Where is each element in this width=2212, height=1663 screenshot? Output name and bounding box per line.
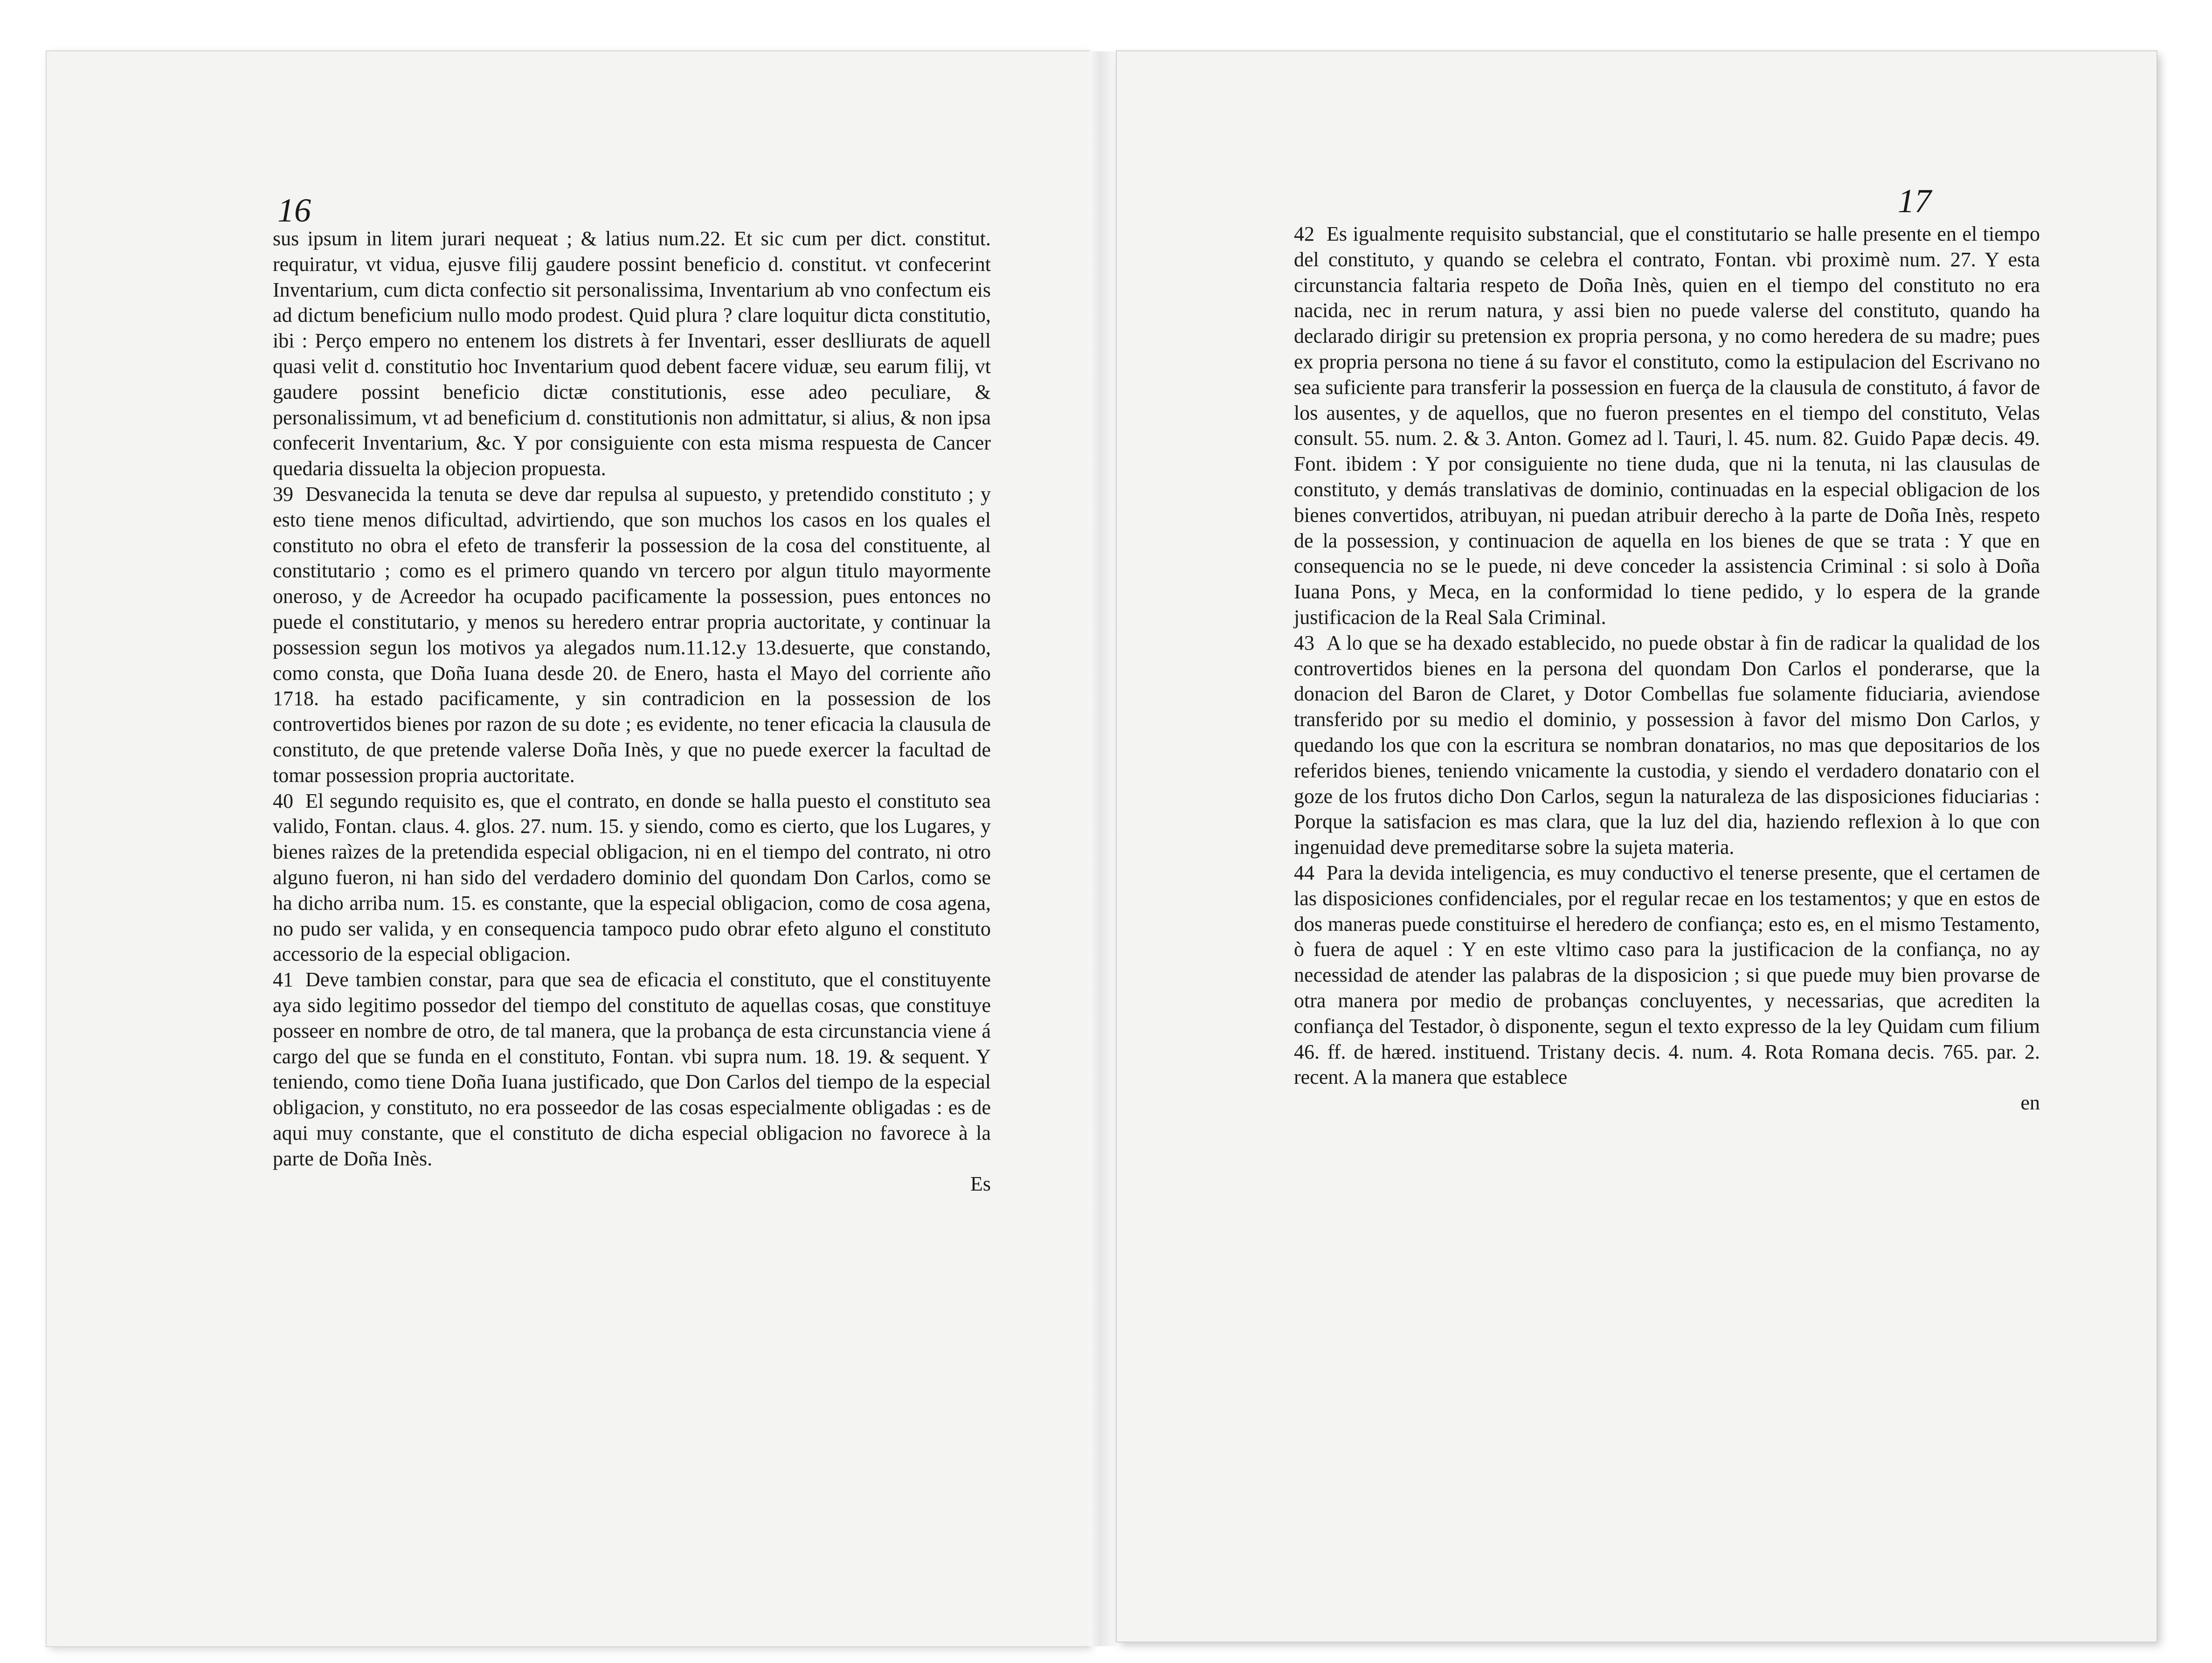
paragraph-text: Deve tambien constar, para que sea de eficacia el constituto, que el constituyente aya sido legitimo possedor del tiempo del constituto de aquellas cosas, que constituye posseer en nombre de otro, de tal manera, que la probança de esta circunstancia viene á cargo del que se funda en el constituto, Fontan. vbi supra num. 18. 19. & sequent. Y teniendo, como tiene Doña Iuana justificado, que Don Carlos del tiempo de la especial obligacion, y constituto, no era posseedor de las cosas especialmente obligadas : es de aqui muy constante, que el constituto de dicha especial obligacion no favorece à la parte de Doña Inès. (273, 968, 991, 1170)
page-number: 16 (277, 192, 311, 229)
paragraph-number: 42 (1294, 222, 1314, 245)
paragraph-text: A lo que se ha dexado establecido, no puede obstar à fin de radicar la qualidad de los controvertidos bienes en la persona del quondam Don Carlos el ponderarse, que la donacion del Baron de Claret, y Dotor Combellas fue solamente fiduciaria, aviendose transferido por su medio el dominio, y possession à favor del mismo Don Carlos, y quedando los que con la escritura se nombran donatarios, no mas que depositarios de los referidos bienes, teniendo vnicamente la custodia, y siendo el verdadero donatario con el goze de los frutos dicho Don Carlos, segun la naturaleza de las disposiciones fiduciarias : Porque la satisfacion es mas clara, que la luz del dia, haziendo reflexion à lo que con ingenuidad deve premeditarse sobre la sujeta materia. (1294, 631, 2040, 859)
paragraph-text: sus ipsum in litem jurari nequeat ; & latius num.22. Et sic cum per dict. constitut. requiratur, vt vidua, ejusve filij gaudere possint beneficio d. constitut. vt confecerint Inventarium, cum dicta confectio sit personalissima, Inventarium ab vno confectum eis ad dictum beneficium nullo modo prodest. Quid plura ? clare loquitur dicta constitutio, ibi : Perço empero no entenem los distrets à fer Inventari, esser deslliurats de aquell quasi velit d. constitutio hoc Inventarium quod debent facere viduæ, seu earum filij, vt gaudere possint beneficio dictæ constitutionis, esse adeo peculiare, & personalissimum, vt ad beneficium d. constitutionis non admittatur, si alius, & non ipsa confecerit Inventarium, &c. Y por consiguiente con esta misma respuesta de Cancer quedaria dissuelta la objecion propuesta. (273, 227, 991, 480)
right-page (1117, 51, 2157, 1642)
paragraph-number: 44 (1294, 861, 1314, 884)
paragraph-number: 41 (273, 968, 293, 991)
paragraph-text: El segundo requisito es, que el contrato, en donde se halla puesto el constituto sea valido, Fontan. claus. 4. glos. 27. num. 15. y siendo, como es cierto, que los Lugares, y bienes raìzes de la pretendida especial obligacion, ni en el tiempo del contrato, ni otro alguno fueron, ni han sido del verdadero dominio del quondam Don Carlos, como se ha dicho arriba num. 15. es constante, que la especial obligacion, como de cosa agena, no pudo ser valida, y en consequencia tampoco pudo obrar efeto alguno el constituto accessorio de la especial obligacion. (273, 789, 991, 966)
paragraph-text: Para la devida inteligencia, es muy conductivo el tenerse presente, que el certamen de las disposiciones confidenciales, por el regular recae en los testamentos; y que en estos de dos maneras puede constituirse el heredero de confiança; esto es, en el mismo Testamento, ò fuera de aquel : Y en este vltimo caso para la justificacion de la confiança, no ay necessidad de atender las palabras de la disposicion ; si que puede muy bien provarse de otra manera por medio de probanças concluyentes, y necessarias, que acrediten la confiança del Testador, ò disponente, segun el texto expresso de la ley Quidam cum filium 46. ff. de hæred. instituend. Tristany decis. 4. num. 4. Rota Romana decis. 765. par. 2. recent. A la manera que establece (1294, 861, 2040, 1089)
left-page (47, 51, 1089, 1646)
book-spine (1089, 51, 1117, 1646)
paragraph (273, 967, 991, 1171)
catchword: en (2020, 1091, 2040, 1115)
catchword: Es (970, 1172, 991, 1196)
text-column (1294, 222, 2040, 1116)
paragraph (273, 789, 991, 968)
paragraph (273, 226, 991, 482)
paragraph-number: 39 (273, 482, 293, 506)
paragraph-number: 43 (1294, 631, 1314, 654)
paragraph (1294, 860, 2040, 1090)
paragraph-text: Es igualmente requisito substancial, que el constitutario se halle presente en el tiempo del constituto, y quando se celebra el contrato, Fontan. vbi proximè num. 27. Y esta circunstancia faltaria respeto de Doña Inès, quien en el tiempo del constituto no era nacida, nec in rerum natura, y assi bien no puede valerse del constituto, quando ha declarado dirigir su pretension ex propria persona, y no como heredera de su madre; pues ex propria persona no tiene á su favor el constituto, como la estipulacion del Escrivano no sea suficiente para transferir la possession en fuerça de la clausula de constituto, á favor de los ausentes, y de aquellos, que no fueron presentes en el tiempo del constituto, Velas consult. 55. num. 2. & 3. Anton. Gomez ad l. Tauri, l. 45. num. 82. Guido Papæ decis. 49. Font. ibidem : Y por consiguiente no tiene duda, que ni la tenuta, ni las clausulas de constituto, y demás translativas de dominio, continuadas en la especial obligacion de los bienes convertidos, atribuyan, ni puedan atribuir derecho à la parte de Doña Inès, respeto de la possession, y continuacion de aquella en los bienes de que se trata : Y que en consequencia no se le puede, ni deve conceder la assistencia Criminal : si solo à Doña Iuana Pons, y Meca, en la conformidad lo tiene pedido, y lo espera de la grande justificacion de la Real Sala Criminal. (1294, 222, 2040, 629)
paragraph (1294, 631, 2040, 860)
text-column (273, 226, 991, 1197)
paragraph-number: 40 (273, 789, 293, 812)
paragraph (273, 482, 991, 789)
paragraph-text: Desvanecida la tenuta se deve dar repulsa al supuesto, y pretendido constituto ; y esto tiene menos dificultad, advirtiendo, que son muchos los casos en los quales el constituto no obra el efeto de transferir la possession de la cosa del constituente, al constitutario ; como es el primero quando vn tercero por algun titulo mayormente oneroso, y de Acreedor ha ocupado pacificamente la possession, pues entonces no puede el constitutario, y menos su heredero entrar propria auctoritate, y continuar la possession segun los motivos ya alegados num.11.12.y 13.desuerte, que constando, como consta, que Doña Iuana desde 20. de Enero, hasta el Mayo del corriente año 1718. ha estado pacificamente, y sin contradicion en la possession de los controvertidos bienes por razon de su dote ; es evidente, no tener eficacia la clausula de constituto, de que pretende valerse Doña Inès, y que no puede exercer la facultad de tomar possession propria auctoritate. (273, 482, 991, 787)
paragraph (1294, 222, 2040, 631)
page-number: 17 (1898, 182, 1931, 220)
